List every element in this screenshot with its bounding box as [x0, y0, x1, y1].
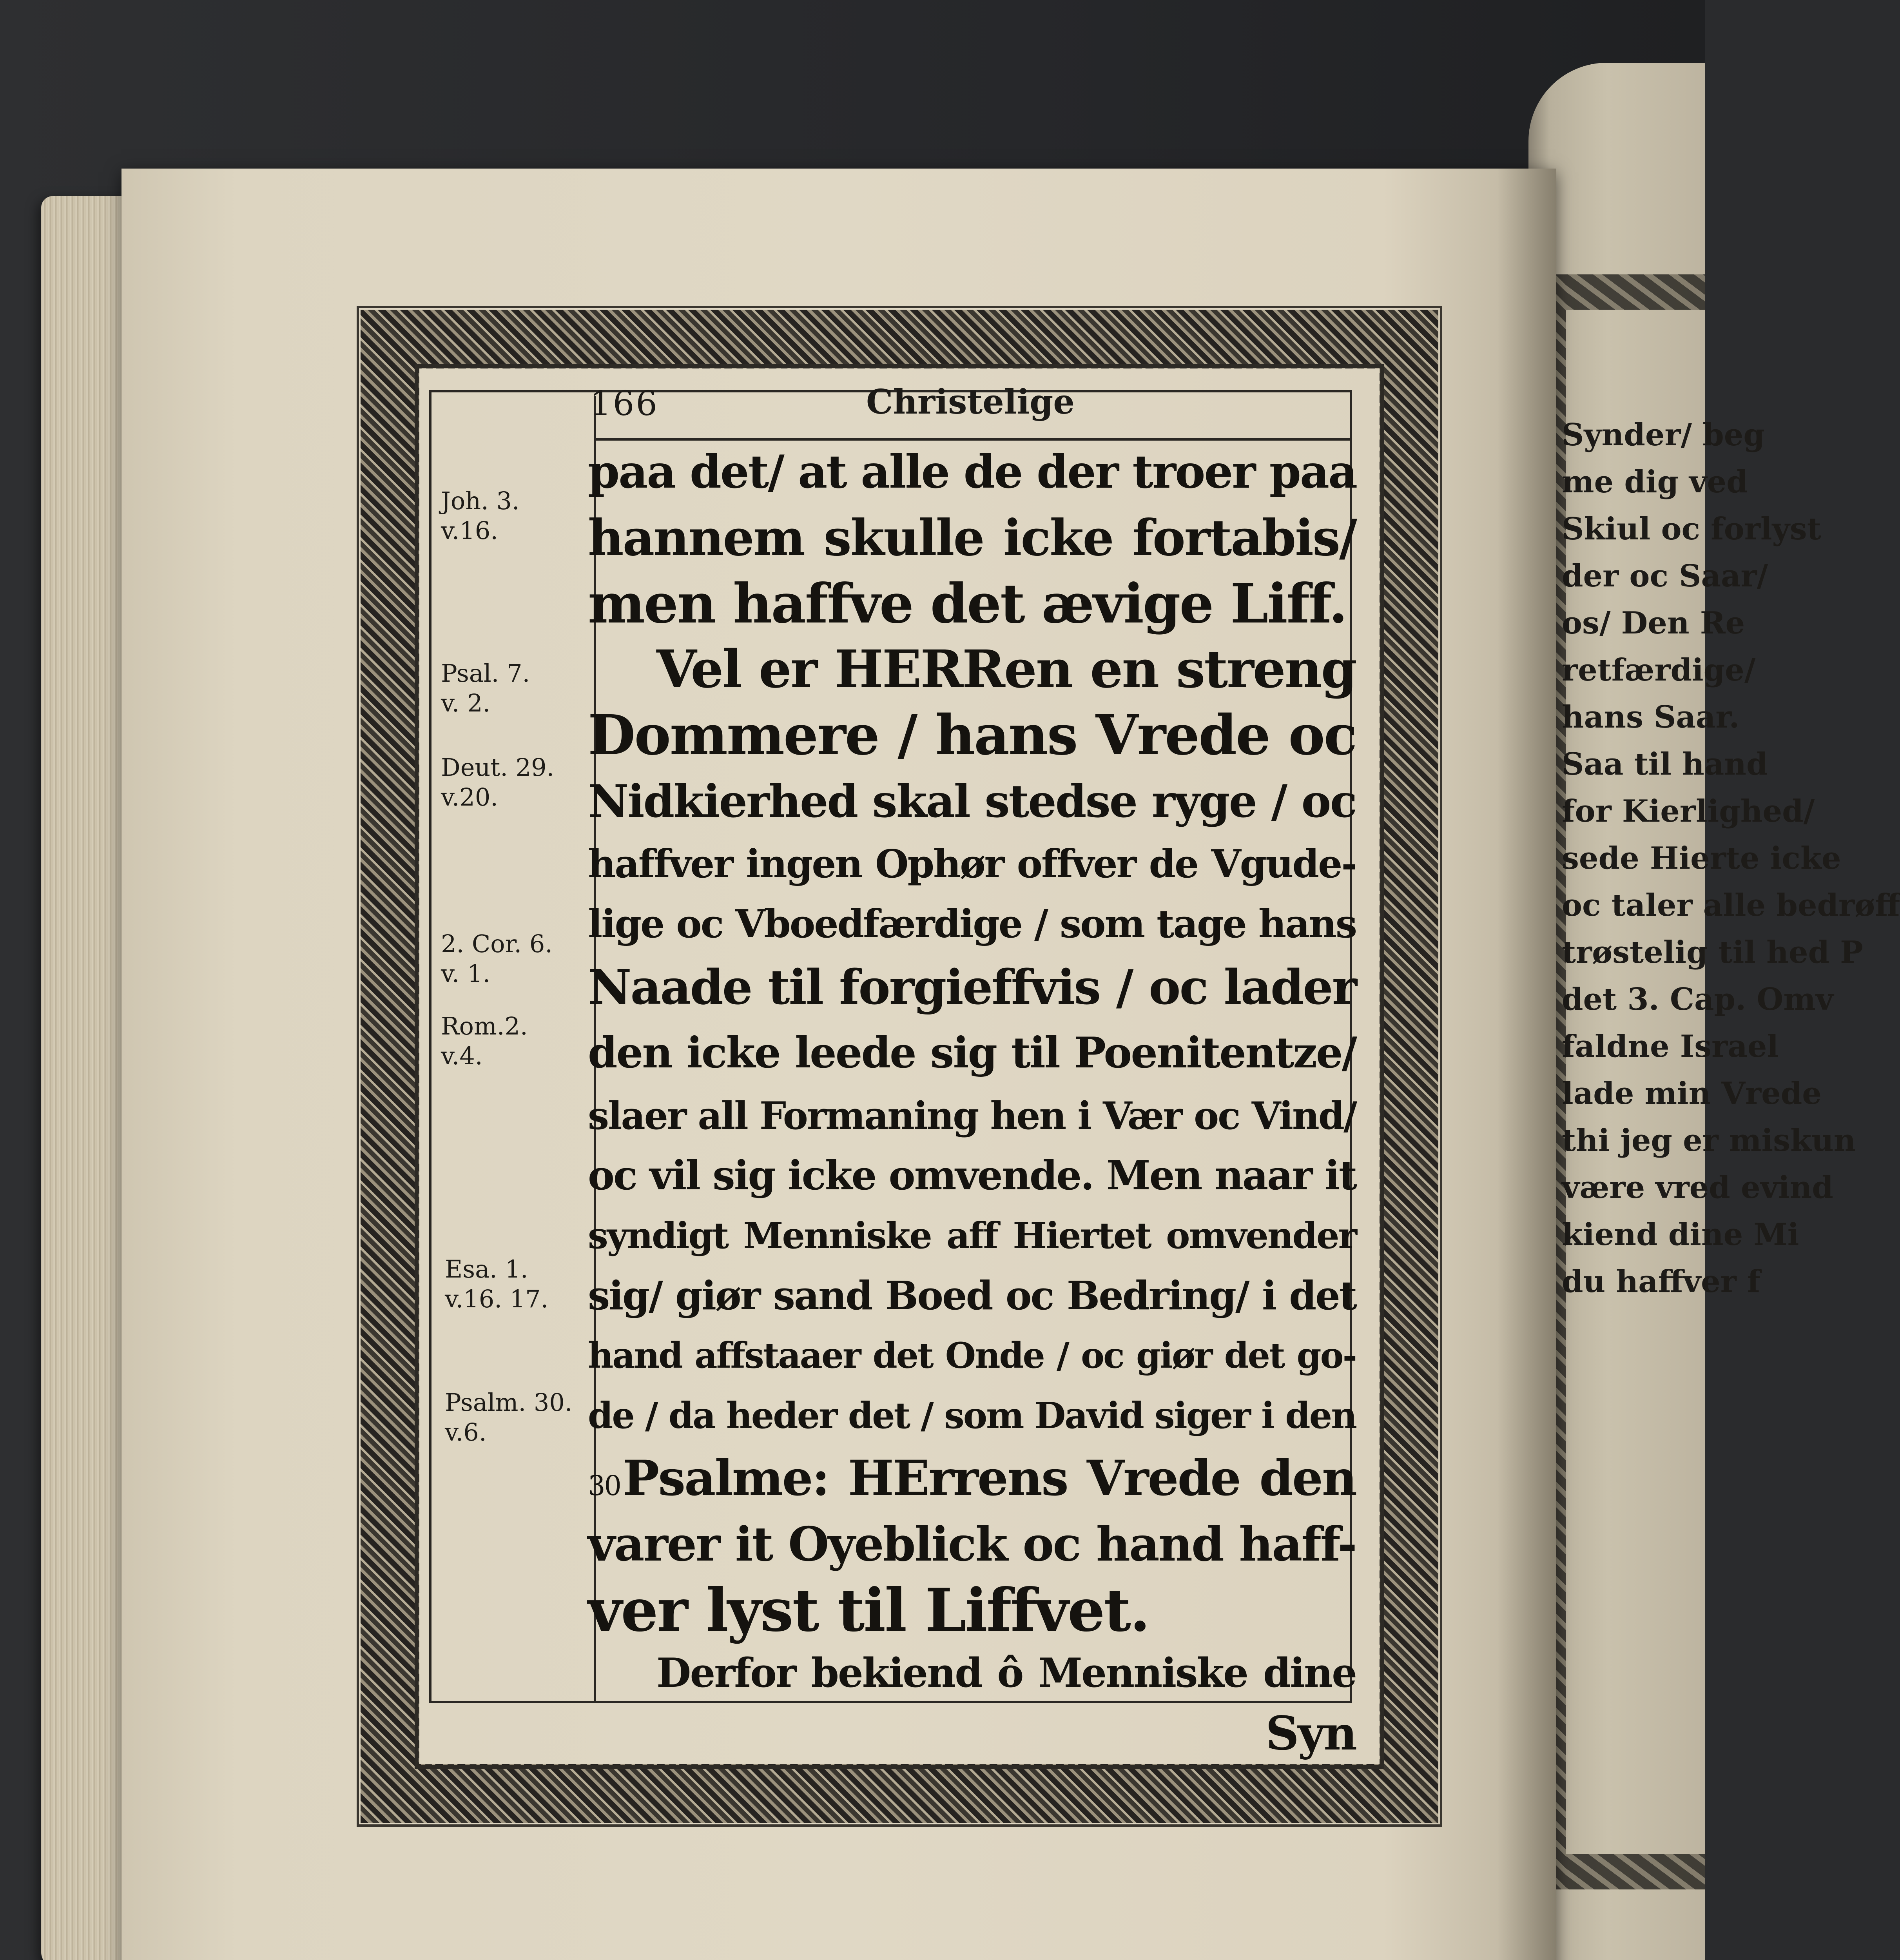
- running-head: Christelige: [866, 382, 1075, 422]
- reference-book: Joh. 3.: [441, 486, 520, 515]
- reference-book: Psal. 7.: [441, 659, 530, 688]
- reference-book: Deut. 29.: [441, 753, 555, 782]
- facing-page-line: være vred evind: [1562, 1170, 1833, 1205]
- facing-page-line: me dig ved: [1562, 464, 1748, 500]
- facing-page-line: oc taler alle bedrøff: [1562, 887, 1900, 923]
- facing-page-line: du haffver f: [1562, 1264, 1760, 1299]
- reference-verse: v. 1.: [441, 959, 491, 988]
- facing-page-line: Saa til hand: [1562, 746, 1768, 782]
- facing-page-line: for Kierlighed/: [1562, 793, 1815, 829]
- text-line: hand affstaaer det Onde / oc giør det go-: [588, 1335, 1356, 1376]
- marginal-reference: [445, 1254, 548, 1314]
- reference-book: Esa. 1.: [445, 1255, 528, 1283]
- facing-page-line: os/ Den Re: [1562, 605, 1745, 641]
- book-page-edges: [41, 196, 131, 1960]
- marginal-reference: [441, 659, 530, 718]
- text-line: slaer all Formaning hen i Vær oc Vind/: [588, 1094, 1356, 1138]
- text-line: den icke leede sig til Poenitentze/: [588, 1028, 1356, 1078]
- reference-verse: v.20.: [441, 783, 498, 811]
- facing-page-text: [1562, 412, 1900, 1305]
- facing-page-line: thi jeg er miskun: [1562, 1123, 1856, 1158]
- facing-page-line: faldne Israel: [1562, 1029, 1779, 1064]
- facing-page-line: sede Hierte icke: [1562, 840, 1841, 876]
- text-line: Nidkierhed skal stedse ryge / oc: [588, 775, 1356, 828]
- text-line: haffver ingen Ophør offver de Vgude-: [588, 842, 1356, 887]
- facing-page-line: hans Saar.: [1562, 699, 1740, 735]
- text-line: sig/ giør sand Boed oc Bedring/ i det: [588, 1272, 1356, 1319]
- text-line: men haffve det ævige Liff.: [588, 572, 1347, 635]
- facing-page-line: lade min Vrede: [1562, 1076, 1822, 1111]
- marginal-reference: [441, 929, 553, 989]
- text-line: oc vil sig icke omvende. Men naar it: [588, 1152, 1356, 1199]
- text-line: Derfor bekiend ô Menniske dine: [656, 1650, 1356, 1697]
- reference-book: Psalm. 30.: [445, 1388, 573, 1417]
- text-line: Vel er HERRen en streng: [656, 639, 1356, 700]
- catchword: Syn: [1265, 1706, 1356, 1760]
- text-line: varer it Oyeblick oc hand haff-: [588, 1517, 1356, 1572]
- reference-verse: v.16.: [441, 516, 498, 545]
- marginal-reference: [441, 753, 554, 812]
- text-line: syndigt Menniske aff Hiertet omvender: [588, 1214, 1356, 1257]
- text-line: hannem skulle icke fortabis/: [588, 509, 1356, 567]
- text-line: Naade til forgieffvis / oc lader: [588, 959, 1356, 1015]
- facing-page-line: retfærdige/: [1562, 652, 1756, 688]
- reference-verse: v.4.: [441, 1042, 483, 1070]
- marginal-reference: [441, 1011, 528, 1071]
- text-line: [588, 1446, 1356, 1512]
- text-line: paa det/ at alle de der troer paa: [588, 445, 1357, 499]
- reference-verse: v.6.: [445, 1418, 487, 1446]
- facing-page-line: der oc Saar/: [1562, 558, 1768, 594]
- reference-verse: v. 2.: [441, 689, 491, 717]
- page-number: 166: [590, 384, 659, 423]
- reference-book: 2. Cor. 6.: [441, 929, 553, 958]
- text-line: ver lyst til Liffvet.: [588, 1576, 1149, 1645]
- text-line: Dommere / hans Vrede oc: [588, 703, 1356, 768]
- text-line: lige oc Vboedfærdige / som tage hans: [588, 902, 1356, 947]
- text-line: de / da heder det / som David siger i den: [588, 1394, 1356, 1437]
- facing-page-line: trøstelig til hed P: [1562, 935, 1863, 970]
- reference-book: Rom.2.: [441, 1012, 528, 1040]
- marginal-reference: [441, 486, 520, 546]
- facing-page-line: Skiul oc forlyst: [1562, 511, 1821, 547]
- facing-page-line: kiend dine Mi: [1562, 1217, 1799, 1252]
- facing-page-line: Synder/ beg: [1562, 417, 1765, 453]
- gutter-shadow: [1497, 169, 1556, 1960]
- marginal-reference: [445, 1388, 572, 1447]
- text-line-content: Psalme: HErrens Vrede den: [623, 1450, 1356, 1507]
- body-text: [588, 439, 1356, 1763]
- psalm-number: 30: [588, 1470, 621, 1502]
- reference-verse: v.16. 17.: [445, 1285, 549, 1313]
- facing-page-line: det 3. Cap. Omv: [1562, 982, 1834, 1017]
